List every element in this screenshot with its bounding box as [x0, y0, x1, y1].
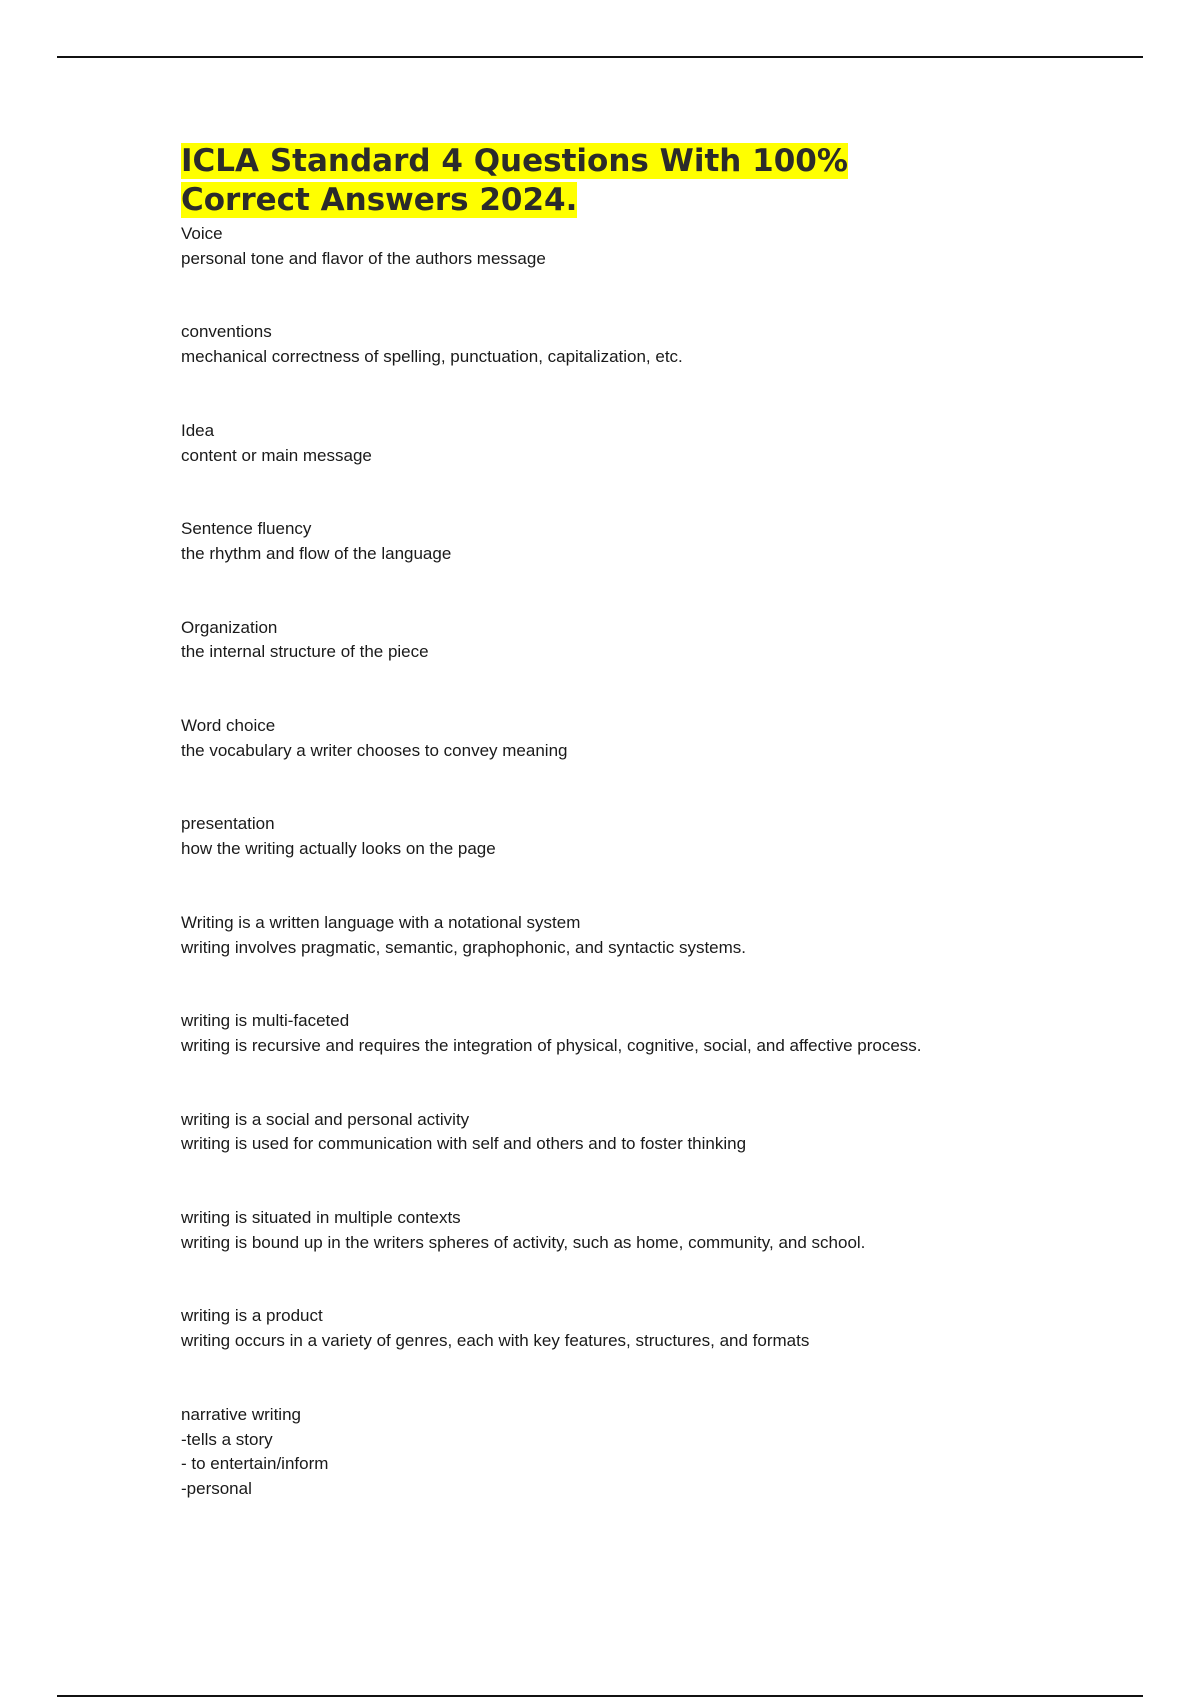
flashcard-entry [181, 517, 1141, 566]
entry-definition: writing is bound up in the writers spheres of activity, such as home, community, and school. [181, 1232, 866, 1252]
entry-term: writing is a product [181, 1306, 323, 1326]
entry-definition: how the writing actually looks on the page [181, 839, 496, 859]
entry-definition: content or main message [181, 445, 372, 465]
entry-definition-line: - to entertain/inform [181, 1454, 329, 1474]
entry-definition: the internal structure of the piece [181, 642, 429, 662]
entry-term: presentation [181, 814, 275, 834]
entry-definition: writing is used for communication with self and others and to foster thinking [181, 1134, 747, 1154]
entry-term: Voice [181, 224, 223, 243]
entry-term: Word choice [181, 716, 276, 736]
entry-term: writing is situated in multiple contexts [181, 1208, 461, 1228]
flashcard-entry [181, 1206, 1141, 1255]
footer-rule [57, 1695, 1143, 1697]
flashcard-entry [181, 1009, 1141, 1058]
flashcard-entry [181, 419, 1141, 468]
entry-definition: mechanical correctness of spelling, punctuation, capitalization, etc. [181, 347, 683, 367]
flashcard-entry [181, 320, 1141, 369]
flashcard-entry [181, 1304, 1141, 1353]
entry-definition-line: -personal [181, 1478, 252, 1498]
flashcard-entry [181, 222, 1141, 271]
document-title: ICLA Standard 4 Questions With 100% Correct Answers 2024. [181, 143, 848, 218]
document-body [181, 142, 1141, 1551]
entry-term: narrative writing [181, 1404, 301, 1424]
entry-term: conventions [181, 322, 272, 342]
entry-term: Idea [181, 420, 215, 440]
entry-definition: writing occurs in a variety of genres, each with key features, structures, and formats [181, 1331, 810, 1351]
entry-term: Sentence fluency [181, 519, 312, 539]
entry-definition: -tells a story [181, 1429, 273, 1449]
entry-definition: writing is recursive and requires the integration of physical, cognitive, social, and affective process. [181, 1035, 922, 1055]
entry-definition: the vocabulary a writer chooses to convey meaning [181, 740, 568, 760]
flashcard-entry [181, 1108, 1141, 1157]
header-rule [57, 56, 1143, 58]
flashcard-list [181, 222, 1141, 1502]
flashcard-entry [181, 714, 1141, 763]
flashcard-entry [181, 911, 1141, 960]
entry-definition: writing involves pragmatic, semantic, graphophonic, and syntactic systems. [181, 937, 747, 957]
flashcard-entry [181, 1403, 1141, 1502]
entry-term: Writing is a written language with a notational system [181, 912, 581, 932]
entry-definition: the rhythm and flow of the language [181, 543, 452, 563]
flashcard-entry [181, 812, 1141, 861]
entry-term: Organization [181, 617, 278, 637]
entry-term: writing is a social and personal activity [181, 1109, 470, 1129]
entry-term: writing is multi-faceted [181, 1011, 350, 1031]
flashcard-entry [181, 616, 1141, 665]
entry-definition: personal tone and flavor of the authors message [181, 248, 546, 268]
